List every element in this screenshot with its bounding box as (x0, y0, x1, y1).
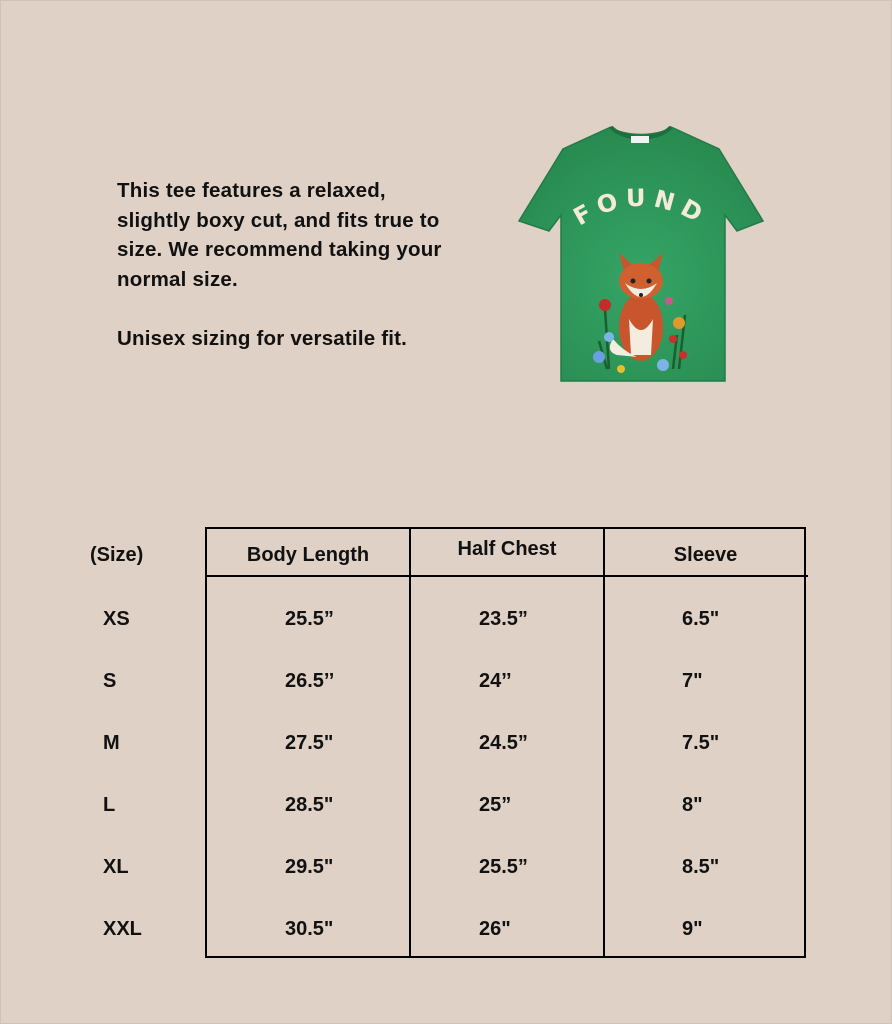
half-chest-cell: 25” (479, 794, 512, 816)
neck-label (631, 136, 649, 143)
sleeve-cell: 7" (682, 670, 703, 692)
size-label-m: M (103, 732, 120, 754)
size-label-xl: XL (103, 856, 129, 878)
sleeve-cell: 6.5" (682, 608, 720, 630)
sleeve-cell: 9" (682, 918, 703, 940)
column-divider (409, 527, 411, 958)
fit-description (117, 176, 457, 354)
body-length-cell: 27.5" (285, 732, 334, 754)
print-text: FOUND (568, 183, 714, 232)
body-length-cell: 26.5’’ (285, 670, 335, 692)
body-length-cell: 28.5" (285, 794, 334, 816)
header-divider (205, 575, 808, 577)
size-label-xs: XS (103, 608, 130, 630)
tshirt-illustration (513, 119, 769, 387)
body-length-cell: 29.5" (285, 856, 334, 878)
header-body-length: Body Length (246, 544, 370, 566)
half-chest-cell: 24.5” (479, 732, 528, 754)
sleeve-cell: 8.5" (682, 856, 720, 878)
sleeve-cell: 7.5" (682, 732, 720, 754)
header-half-chest: Half Chest (457, 538, 557, 560)
body-length-cell: 30.5" (285, 918, 334, 940)
product-image (513, 119, 769, 387)
size-label-xxl: XXL (103, 918, 142, 940)
size-column-header: (Size) (90, 544, 144, 566)
size-label-s: S (103, 670, 117, 692)
size-label-l: L (103, 794, 116, 816)
body-length-cell: 25.5” (285, 608, 334, 630)
sleeve-cell: 8" (682, 794, 703, 816)
half-chest-cell: 23.5” (479, 608, 528, 630)
column-divider (603, 527, 605, 958)
header-sleeve: Sleeve (673, 544, 738, 566)
half-chest-cell: 25.5” (479, 856, 528, 878)
half-chest-cell: 26" (479, 918, 511, 940)
fit-description-text: This tee features a relaxed, slightly boxy cut, and fits true to size. We recommend taking your normal size. (117, 179, 442, 291)
unisex-note: Unisex sizing for versatile fit. (117, 327, 408, 350)
half-chest-cell: 24’’ (479, 670, 512, 692)
